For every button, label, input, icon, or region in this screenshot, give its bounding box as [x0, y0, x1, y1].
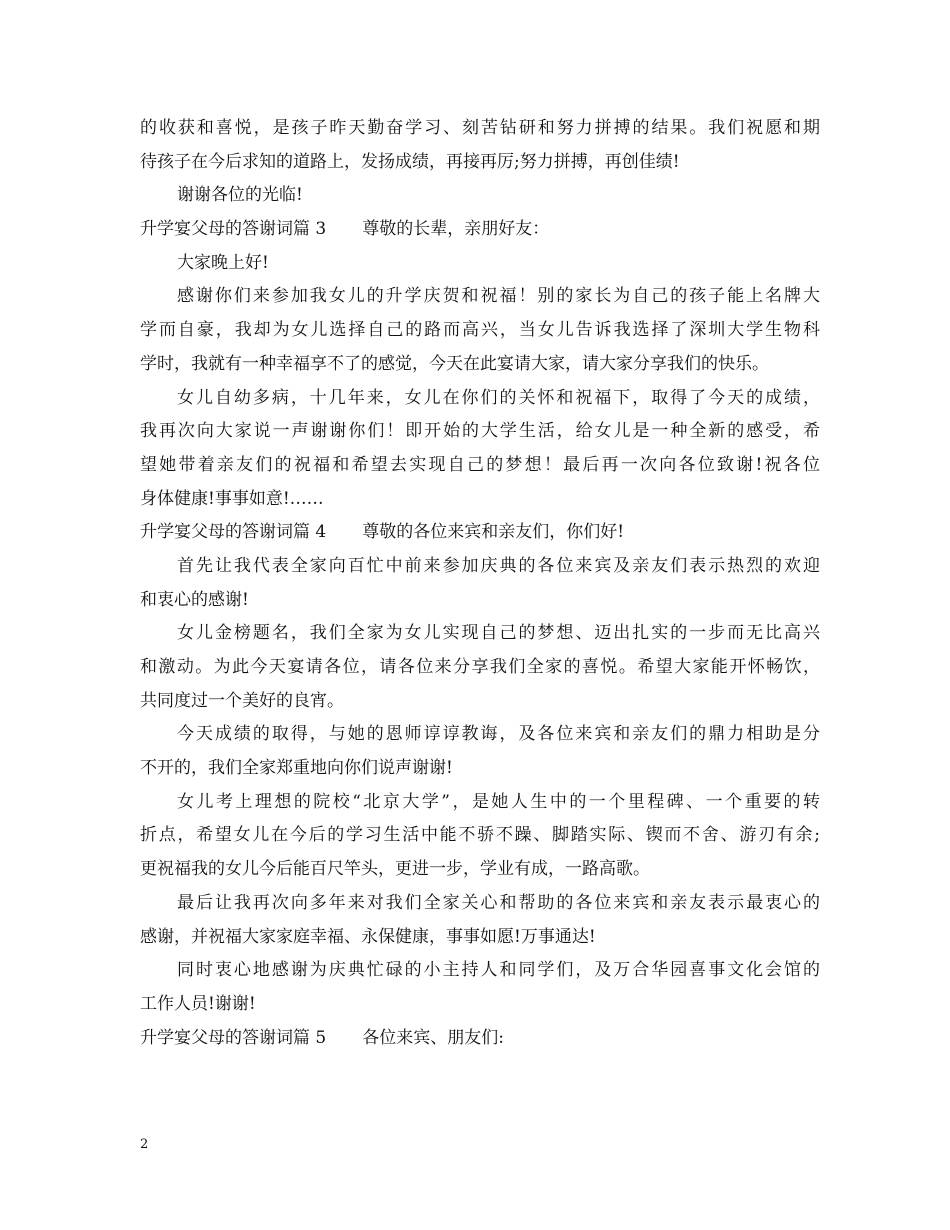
section-title: 升学宴父母的答谢词篇 3	[140, 219, 327, 240]
section-title: 升学宴父母的答谢词篇 4	[140, 522, 327, 543]
paragraph-line: 女儿自幼多病，十几年来，女儿在你们的关怀和祝福下，取得了今天的成绩，	[177, 387, 820, 408]
section-heading-4	[140, 516, 820, 550]
paragraph-line: 学而自豪，我却为女儿选择自己的路而高兴，当女儿告诉我选择了深圳大学生物科	[140, 320, 820, 341]
document-body	[140, 112, 820, 1055]
paragraph-line: 不开的，我们全家郑重地向你们说声谢谢!	[140, 758, 453, 779]
paragraph-line: 工作人员!谢谢!	[140, 993, 256, 1014]
paragraph-line: 女儿考上理想的院校“北京大学”，是她人生中的一个里程碑、一个重要的转	[177, 791, 820, 812]
section-greeting: 尊敬的长辈，亲朋好友：	[362, 219, 550, 240]
paragraph-line: 身体健康!事事如意!……	[140, 488, 324, 509]
paragraph-line: 首先让我代表全家向百忙中前来参加庆典的各位来宾及亲友们表示热烈的欢迎	[177, 555, 820, 576]
paragraph-line: 大家晚上好!	[177, 252, 269, 273]
paragraph-line: 的收获和喜悦，是孩子昨天勤奋学习、刻苦钻研和努力拼搏的结果。我们祝愿和期	[140, 118, 820, 138]
paragraph-line: 最后让我再次向多年来对我们全家关心和帮助的各位来宾和亲友表示最衷心的	[177, 892, 820, 913]
section-heading-3	[140, 213, 820, 247]
paragraph-line: 更祝福我的女儿今后能百尺竿头，更进一步，学业有成，一路高歌。	[140, 859, 650, 880]
section-greeting: 尊敬的各位来宾和亲友们，你们好!	[362, 522, 625, 543]
section-title: 升学宴父母的答谢词篇 5	[140, 1027, 327, 1048]
page-number: 2	[140, 1137, 149, 1152]
paragraph-line: 今天成绩的取得，与她的恩师谆谆教诲，及各位来宾和亲友们的鼎力相助是分	[177, 724, 820, 745]
paragraph-line: 感谢，并祝福大家家庭幸福、永保健康，事事如愿!万事通达!	[140, 926, 596, 947]
paragraph-line: 折点，希望女儿在今后的学习生活中能不骄不躁、脚踏实际、锲而不舍、游刃有余;	[140, 825, 820, 846]
paragraph-line: 望她带着亲友们的祝福和希望去实现自己的梦想！最后再一次向各位致谢!祝各位	[140, 454, 820, 475]
paragraph-line: 待孩子在今后求知的道路上，发扬成绩，再接再厉;努力拼搏，再创佳绩!	[140, 151, 680, 172]
paragraph-line: 和激动。为此今天宴请各位，请各位来分享我们全家的喜悦。希望大家能开怀畅饮，	[140, 657, 820, 677]
paragraph-line: 女儿金榜题名，我们全家为女儿实现自己的梦想、迈出扎实的一步而无比高兴	[177, 623, 820, 644]
section-greeting: 各位来宾、朋友们:	[362, 1027, 504, 1048]
paragraph-line: 学时，我就有一种幸福享不了的感觉，今天在此宴请大家，请大家分享我们的快乐。	[140, 353, 769, 374]
section-heading-5	[140, 1022, 820, 1056]
paragraph-line: 共同度过一个美好的良宵。	[140, 690, 344, 711]
paragraph-line: 感谢你们来参加我女儿的升学庆贺和祝福！别的家长为自己的孩子能上名牌大	[177, 286, 820, 307]
paragraph-line: 我再次向大家说一声谢谢你们！即开始的大学生活，给女儿是一种全新的感受，希	[140, 421, 820, 442]
paragraph-line: 和衷心的感谢!	[140, 589, 249, 610]
paragraph-line: 谢谢各位的光临!	[177, 185, 303, 206]
paragraph-line: 同时衷心地感谢为庆典忙碌的小主持人和同学们，及万合华园喜事文化会馆的	[177, 960, 820, 981]
